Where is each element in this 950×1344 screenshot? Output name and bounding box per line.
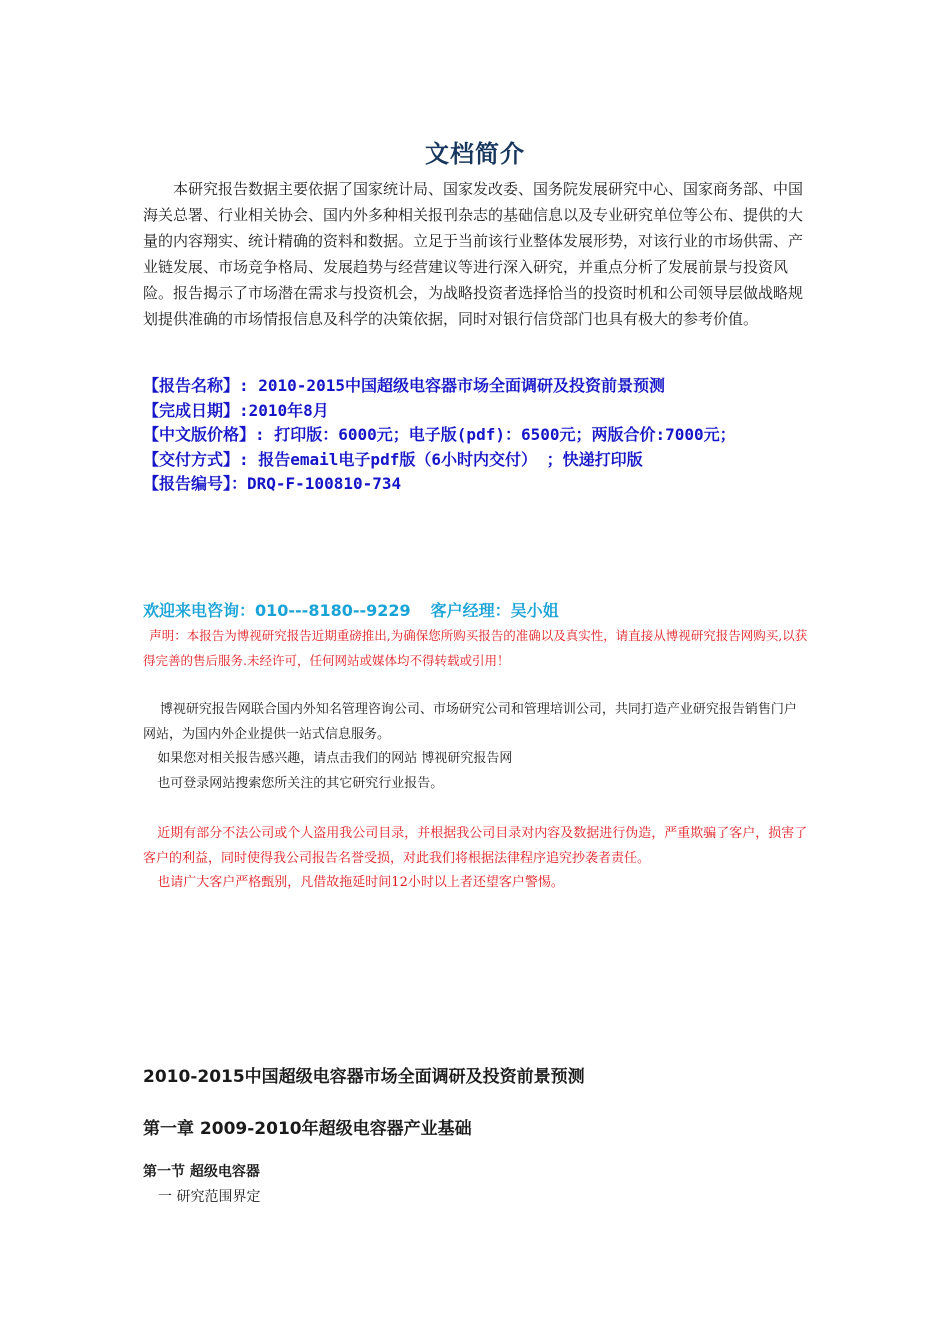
- about-website-line[interactable]: 如果您对相关报告感兴趣，请点击我们的网站 博视研究报告网: [157, 751, 513, 766]
- contact-phone: 欢迎来电咨询：010---8180--9229: [143, 601, 411, 620]
- about-paragraph: 博视研究报告网联合国内外知名管理咨询公司、市场研究公司和管理培训公司，共同打造产业研究报告销售门户网站，为国内外企业提供一站式信息服务。: [143, 702, 797, 742]
- report-info: [143, 374, 808, 497]
- doc-title: 文档简介: [425, 140, 525, 168]
- toc-title: 2010-2015中国超级电容器市场全面调研及投资前景预测: [143, 1067, 585, 1087]
- report-price: 【中文版价格】: 打印版：6000元；电子版(pdf)：6500元；两版合价:7000元；: [143, 425, 736, 444]
- warning-section: [143, 822, 808, 896]
- warning-caution: 也请广大客户严格甄别，凡借故拖延时间12小时以上者还望客户警惕。: [157, 875, 564, 890]
- report-date: 【完成日期】:2010年8月: [143, 400, 329, 420]
- intro-paragraph: 本研究报告数据主要依据了国家统计局、国家发改委、国务院发展研究中心、国家商务部、中国海关总署、行业相关协会、国内外多种相关报刊杂志的基础信息以及专业研究单位等公布、提供的大量的内容翔实、统计精确的资料和数据。立足于当前该行业整体发展形势，对该行业的市场供需、产业链发展、市场竞争格局、发展趋势与经营建议等进行深入研究，并重点分析了发展前景与投资风险。报告揭示了市场潜在需求与投资机会，为战略投资者选择恰当的投资时机和公司领导层做战略规划提供准确的市场情报信息及科学的决策依据，同时对银行信贷部门也具有极大的参考价值。: [143, 180, 804, 328]
- about-search-line: 也可登录网站搜索您所关注的其它研究行业报告。: [157, 775, 444, 791]
- notice-text: 声明：本报告为博视研究报告近期重磅推出,为确保您所购买报告的准确以及真实性，请直接从博视研究报告网购买,以获得完善的售后服务.未经许可，任何网站或媒体均不得转载或引用！: [143, 628, 808, 668]
- toc-chapter: 第一章 2009-2010年超级电容器产业基础: [143, 1119, 472, 1139]
- contact-manager: 客户经理：吴小姐: [430, 601, 559, 620]
- contact-line: [143, 598, 808, 621]
- toc-subsection: 一 研究范围界定: [158, 1189, 261, 1205]
- report-name: 【报告名称】: 2010-2015中国超级电容器市场全面调研及投资前景预测: [143, 376, 665, 395]
- report-code: 【报告编号】：DRQ-F-100810-734: [143, 474, 402, 493]
- about-section: [143, 698, 808, 796]
- toc-section: 第一节 超级电容器: [143, 1164, 260, 1180]
- report-delivery: 【交付方式】: 报告email电子pdf版（6小时内交付） ；快递打印版: [143, 449, 643, 469]
- warning-paragraph: 近期有部分不法公司或个人盗用我公司目录，并根据我公司目录对内容及数据进行伪造，严重欺骗了客户，损害了客户的利益，同时使得我公司报告名誉受损，对此我们将根据法律程序追究抄袭者责任。: [143, 826, 808, 866]
